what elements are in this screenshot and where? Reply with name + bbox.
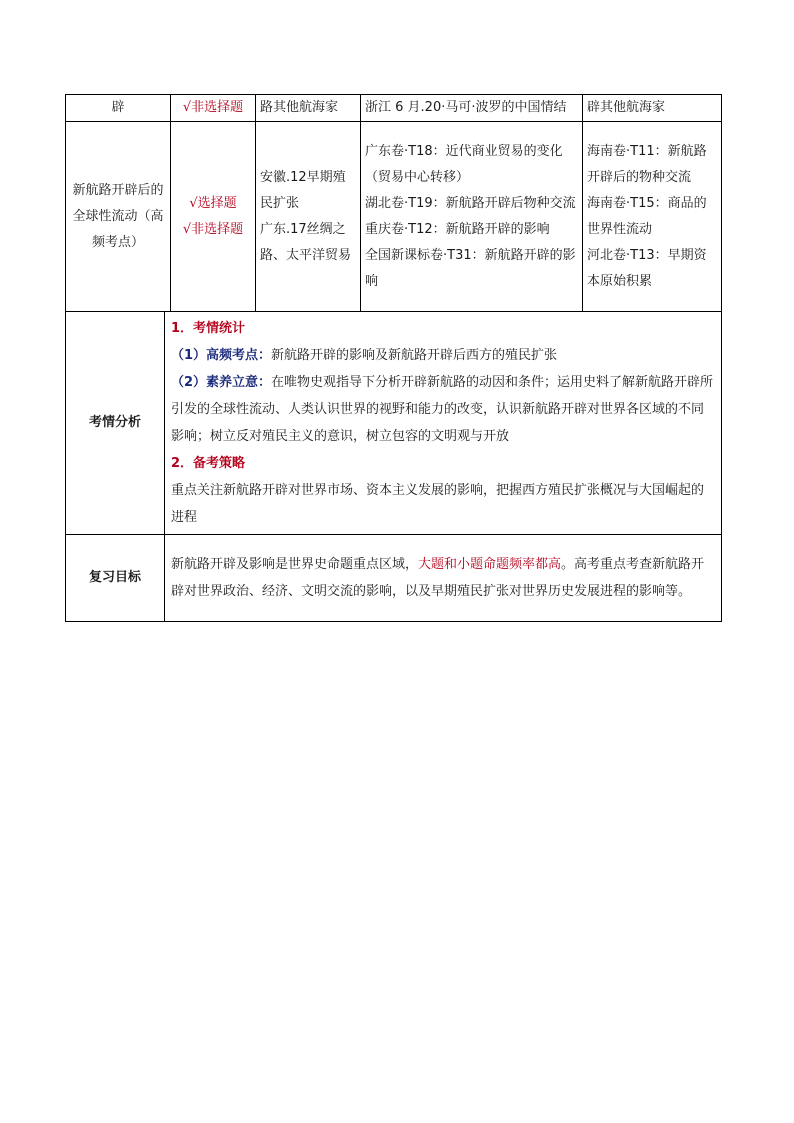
item-label: （1）高频考点： [171,348,272,363]
review-highlight: 大题和小题命题频率都高 [418,557,562,572]
item-text: 在唯物史观指导下分析开辟新航路的动因和条件；运用史料了解新航路开辟所引发的全球性流动、人类认识世界的视野和能力的改变，认识新航路开辟对世界各区域的不同影响；树立反对殖民主义的意识，树立包容的文明观与开放 [171,375,714,444]
strategy-text: 重点关注新航路开辟对世界市场、资本主义发展的影响，把握西方殖民扩张概况与大国崛起的进程 [171,483,705,525]
analysis-table [65,311,722,622]
review-text: 新航路开辟及影响是世界史命题重点区域， [171,557,419,572]
topic-cell: 辟 [66,95,171,122]
document-page [65,94,722,622]
stats-heading: 1．考情统计 [171,321,246,336]
question-type-cell: √非选择题 [171,95,256,122]
review-body [165,535,722,622]
table-row [66,95,722,122]
type-line: √选择题 [189,195,237,211]
exam-cell-2022 [361,122,583,312]
exam-cell-2023 [256,122,361,312]
exam-cell-2022: 浙江 6 月.20·马可·波罗的中国情结 [361,95,583,122]
exam-entry: 河北卷·T13：早期资本原始积累 [587,247,707,289]
exam-entry: 安徽.12早期殖民扩张 [260,169,346,211]
literacy-item [171,369,715,450]
exam-entry: 重庆卷·T12：新航路开辟的影响 [365,221,550,237]
table-row [66,122,722,312]
analysis-label: 考情分析 [66,312,165,535]
exam-cell-2021: 辟其他航海家 [583,95,722,122]
exam-entry: 海南卷·T15：商品的世界性流动 [587,195,707,237]
high-frequency-item [171,342,715,369]
strategy-heading: 2．备考策略 [171,456,246,471]
exam-table-top [65,94,722,312]
exam-entry: 湖北卷·T19：新航路开辟后物种交流 [365,195,576,211]
type-line: √非选择题 [182,221,244,237]
question-type-cell [171,122,256,312]
exam-entry: 广东.17丝绸之路、太平洋贸易 [260,221,352,263]
review-label: 复习目标 [66,535,165,622]
table-row [66,535,722,622]
item-text: 新航路开辟的影响及新航路开辟后西方的殖民扩张 [271,348,558,363]
review-text: 。高考重点考查新航路开辟对世界政治、经济、文明交流的影响，以及早期殖民扩张对世界历史发展进程的影响等。 [171,557,705,599]
analysis-body [165,312,722,535]
exam-cell-2021 [583,122,722,312]
exam-entry: 海南卷·T11：新航路开辟后的物种交流 [587,143,707,185]
table-row [66,312,722,535]
item-label: （2）素养立意： [171,375,272,390]
topic-cell: 新航路开辟后的全球性流动（高频考点） [66,122,171,312]
exam-entry: 全国新课标卷·T31：新航路开辟的影响 [365,247,576,289]
exam-cell-2023: 路其他航海家 [256,95,361,122]
exam-entry: 广东卷·T18：近代商业贸易的变化（贸易中心转移） [365,143,563,185]
